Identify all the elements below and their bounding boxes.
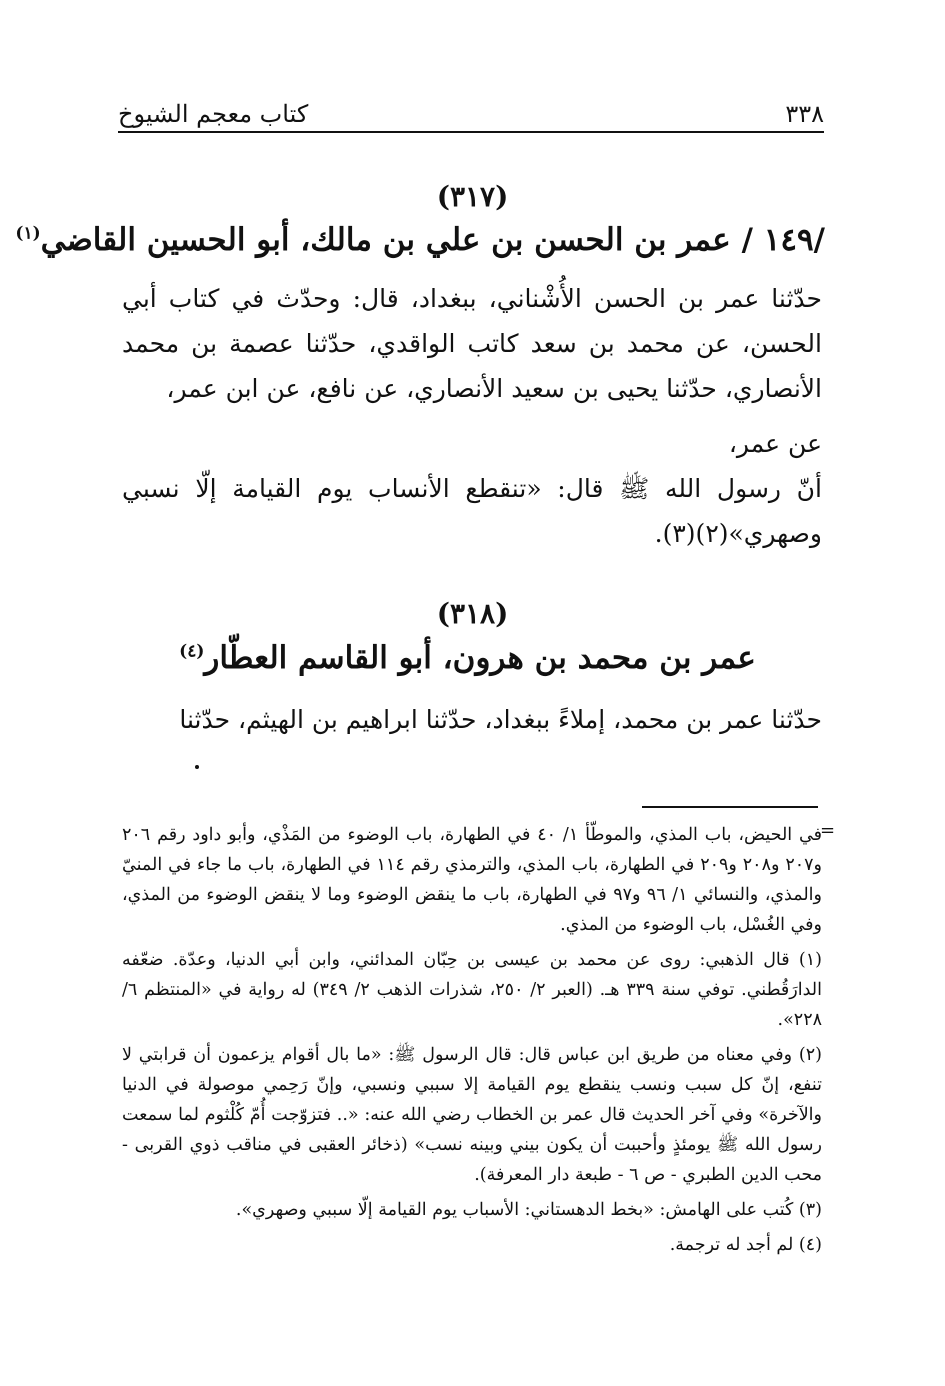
entry-318-paragraph-1: حدّثنا عمر بن محمد، إملاءً ببغداد، حدّثنا ابراهيم بن الهيثم، حدّثنا bbox=[179, 705, 822, 734]
footnotes bbox=[122, 820, 822, 1265]
text-dot bbox=[195, 765, 199, 769]
entry-318-body bbox=[122, 697, 822, 742]
footnote-continuation-mark: = bbox=[820, 820, 836, 841]
entry-317-paragraph-1: حدّثنا عمر بن الحسن الأُشْناني، ببغداد، قال: وحدّث في كتاب أبي الحسن، عن محمد بن سعد كاتب الواقدي، حدّثنا عصمة بن محمد الأنصاري، حدّثنا يحيى بن سعيد الأنصاري، عن نافع، عن ابن عمر، bbox=[122, 284, 822, 403]
entry-317-body bbox=[122, 276, 822, 556]
footnote-divider bbox=[642, 806, 818, 808]
page-number: ٣٣٨ bbox=[785, 100, 824, 128]
footnote-1: (١) قال الذهبي: روى عن محمد بن عيسى بن حِبّان المدائني، وابن أبي الدنيا، وعدّة. ضعّفه الدارَقُطني. توفي سنة ٣٣٩ هـ. (العبر ٢/ ٢٥٠، شذرات الذهب ٢/ ٣٤٩) له رواية في «المنتظم ٦/ ٢٢٨». bbox=[122, 950, 822, 1030]
entry-317-number: (٣١٧) bbox=[436, 180, 509, 213]
footnote-4: (٤) لم أجد له ترجمة. bbox=[669, 1235, 822, 1255]
entry-317-title bbox=[15, 222, 825, 258]
entry-318-note-ref: (٤) bbox=[179, 641, 205, 662]
entry-318-title-text: عمر بن محمد بن هرون، أبو القاسم العطّار bbox=[204, 640, 756, 676]
page-header bbox=[118, 92, 824, 128]
footnote-continuation: في الحيض، باب المذي، والموطّأ ١/ ٤٠ في الطهارة، باب الوضوء من المَذْي، وأبو داود رقم ٢٠٦ و٢٠٧ و٢٠٨ و٢٠٩ في الطهارة، باب المذي، والترمذي رقم ١١٤ في الطهارة، باب ما جاء في المنيّ والمذي، والنسائي ١/ ٩٦ و٩٧ في الطهارة، باب ما ينقض الوضوء وما لا ينقض الوضوء من المذي، وفي الغُسْل، باب الوضوء من المذي. bbox=[122, 825, 822, 935]
entry-317-paragraph-3: أنّ رسول الله ﷺ قال: «تنقطع الأنساب يوم القيامة إلّا نسبي وصهري»(٢)(٣). bbox=[122, 474, 822, 548]
entry-317-title-text: /١٤٩ / عمر بن الحسن بن علي بن مالك، أبو الحسين القاضي bbox=[40, 222, 825, 258]
entry-317-paragraph-2: عن عمر، bbox=[728, 429, 822, 458]
entry-317-note-ref: (١) bbox=[15, 223, 41, 244]
book-title: كتاب معجم الشيوخ bbox=[118, 100, 309, 128]
entry-318-number: (٣١٨) bbox=[436, 597, 509, 630]
header-divider bbox=[118, 131, 824, 133]
footnote-2: (٢) وفي معناه من طريق ابن عباس قال: قال الرسول ﷺ: «ما بال أقوام يزعمون أن قرابتي لا تنفع، إنّ كل سبب ونسب ينقطع يوم القيامة إلا سببي ونسبي، وإنّ رَحِمي موصولة في الدنيا والآخرة» وفي آخر الحديث قال عمر بن الخطاب رضي الله عنه: «.. فتزوّجت أُمّ كُلْثوم لما سمعت رسول الله ﷺ يومئذٍ وأحببت أن يكون بيني وبينه نسب» (ذخائر العقبى في مناقب ذوي القربى - محب الدين الطبري - ص ٦ - طبعة دار المعرفة). bbox=[122, 1045, 822, 1185]
entry-318-title bbox=[110, 640, 825, 676]
footnote-3: (٣) كُتب على الهامش: «بخط الدهستاني: الأسباب يوم القيامة إلّا سببي وصهري». bbox=[235, 1200, 822, 1220]
